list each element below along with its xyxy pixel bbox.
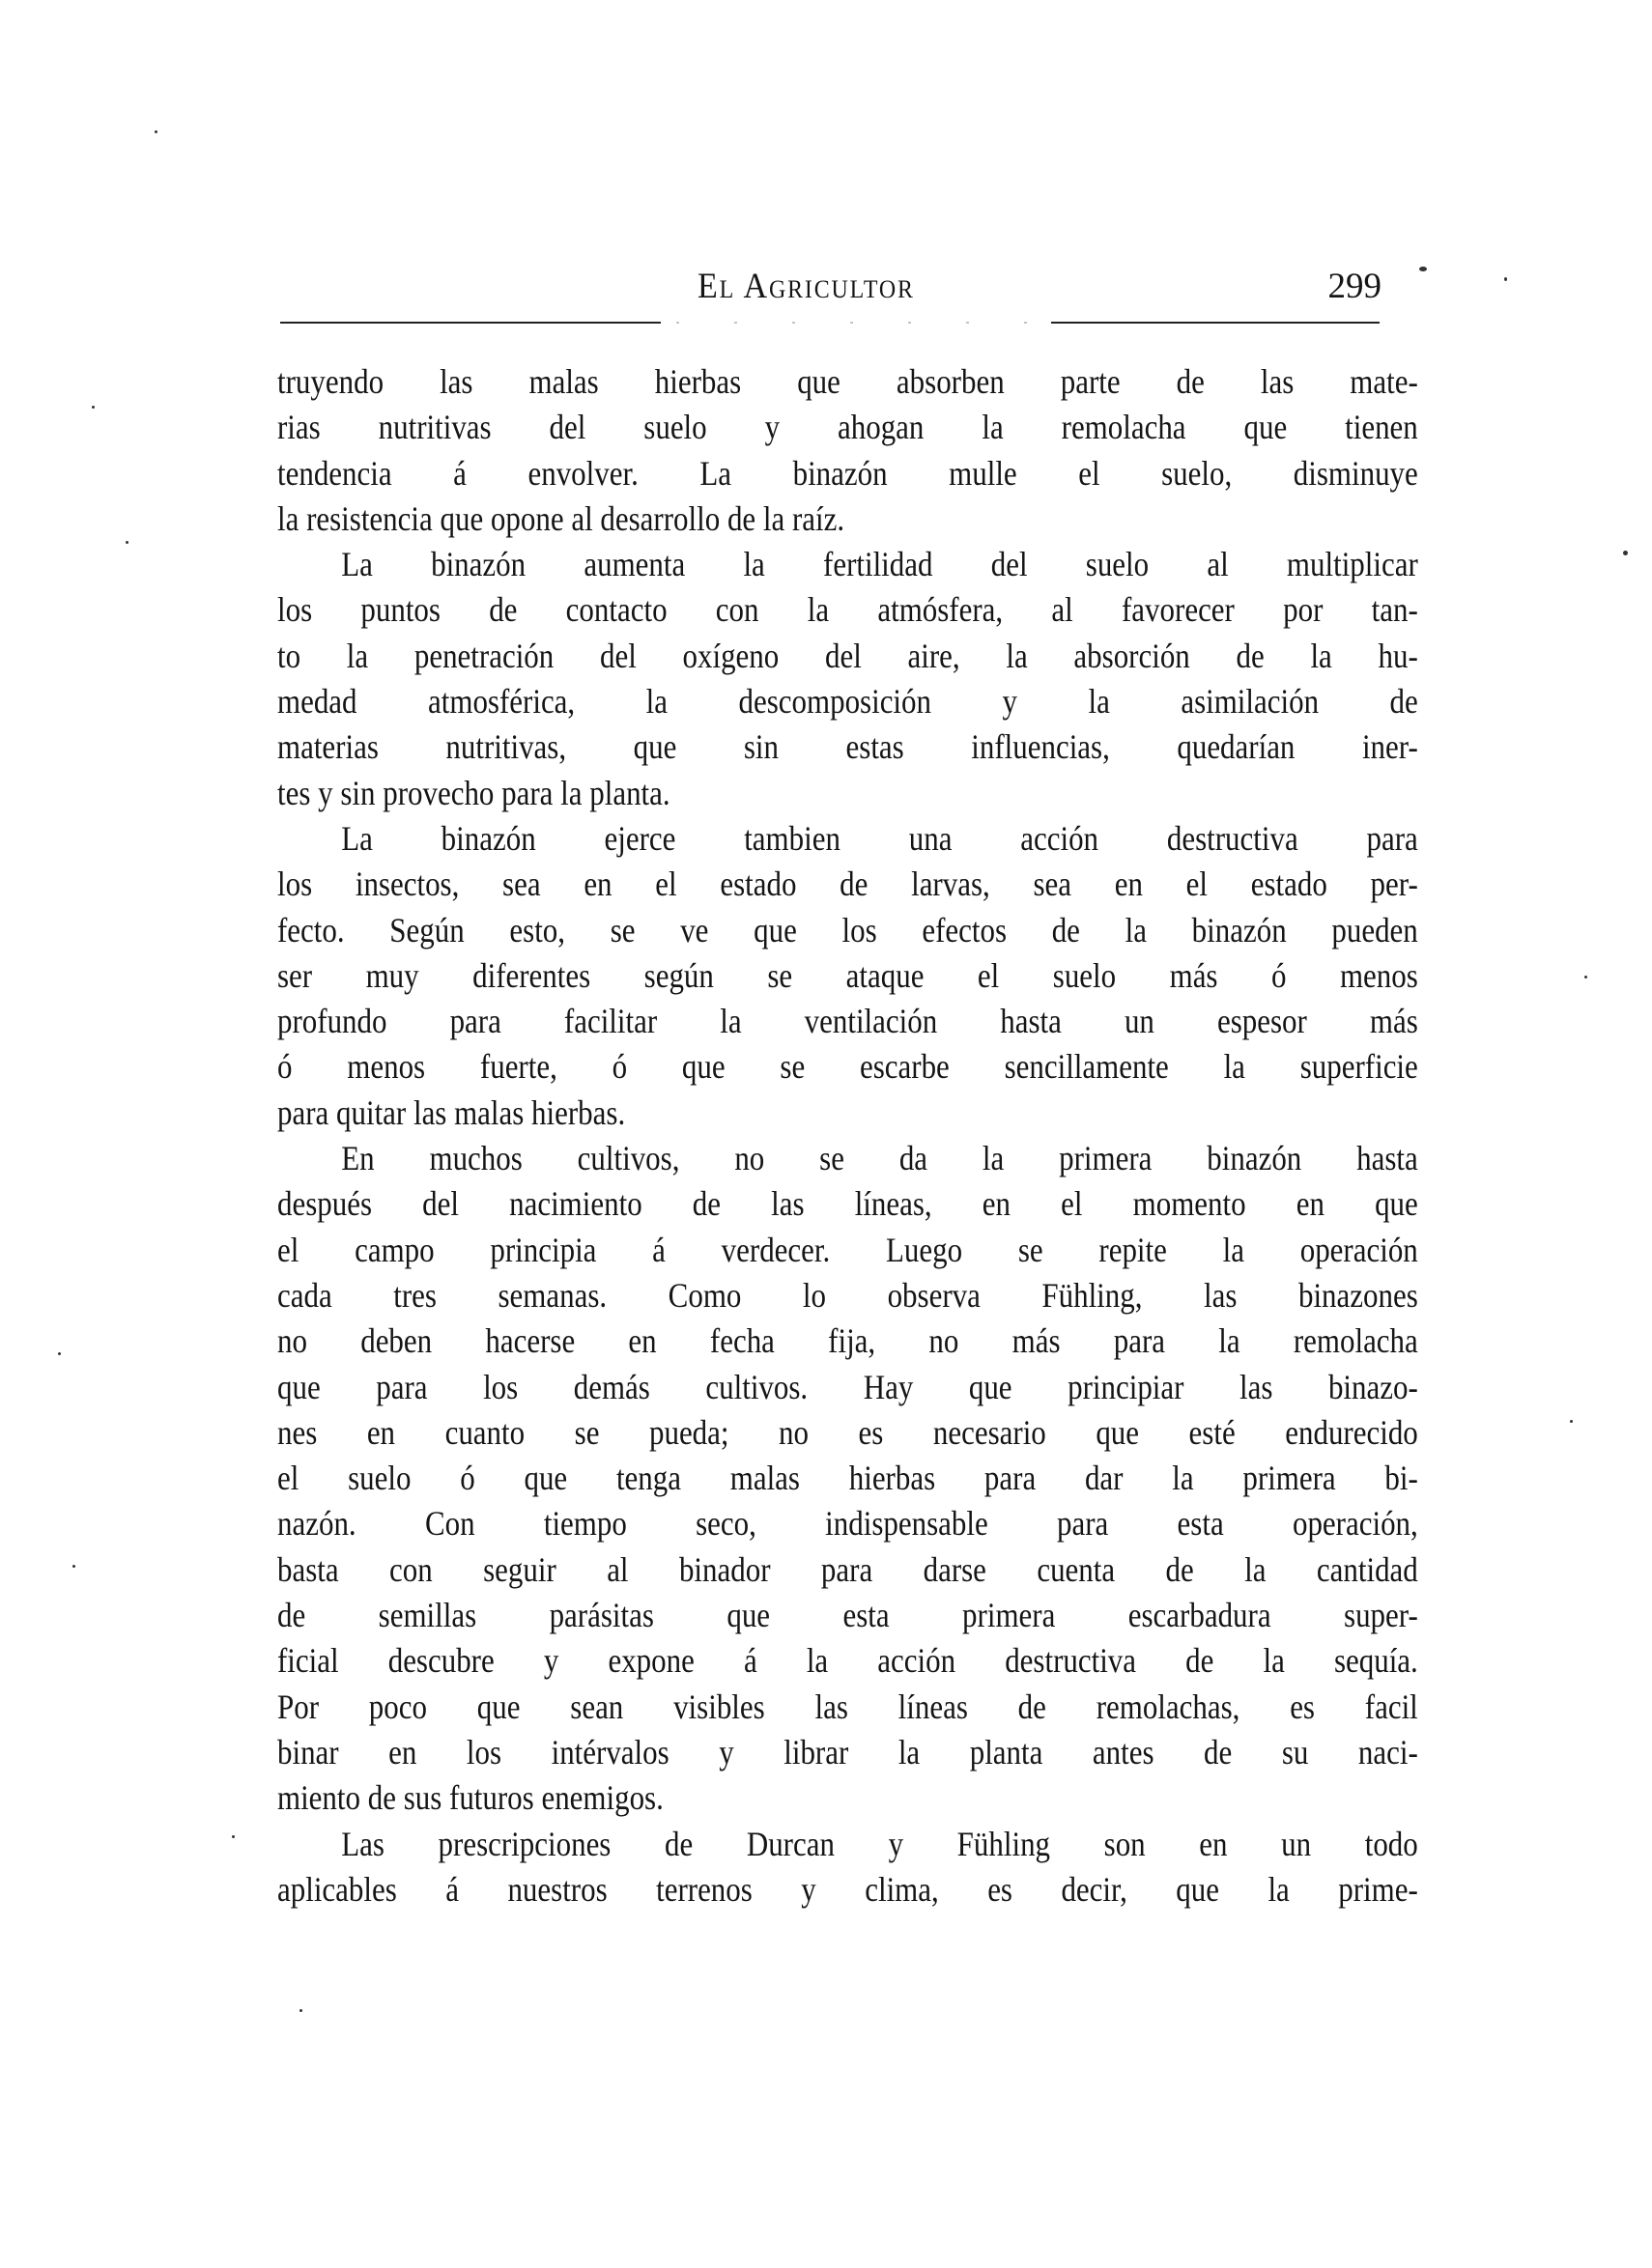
text-line: que para los demás cultivos. Hay que principiar las binazo- <box>277 1367 1418 1406</box>
scan-speck <box>92 406 95 409</box>
text-line: tendencia á envolver. La binazón mulle el suelo, disminuye <box>277 453 1418 493</box>
text-line: to la penetración del oxígeno del aire, la absorción de la hu- <box>277 636 1418 675</box>
text-line: tes y sin provecho para la planta. <box>277 773 670 812</box>
scan-speck <box>232 1835 235 1838</box>
text-line: los puntos de contacto con la atmósfera, al favorecer por tan- <box>277 590 1418 630</box>
header-rule-dots <box>676 322 1043 324</box>
scan-speck <box>126 541 128 544</box>
text-line: nes en cuanto se pueda; no es necesario que esté endurecido <box>277 1412 1418 1452</box>
body-text <box>277 359 1418 1913</box>
text-line: de semillas parásitas que esta primera escarbadura super- <box>277 1596 1418 1635</box>
scan-speck <box>1419 267 1427 271</box>
text-line: la resistencia que opone al desarrollo de la raíz. <box>277 498 845 538</box>
paragraph <box>277 1822 1418 1914</box>
text-line: después del nacimiento de las líneas, en el momento en que <box>277 1184 1418 1224</box>
scan-speck <box>1570 1420 1573 1423</box>
text-line: los insectos, sea en el estado de larvas, sea en el estado per- <box>277 865 1418 904</box>
paragraph <box>277 359 1418 542</box>
text-line: En muchos cultivos, no se da la primera binazón hasta <box>341 1139 1418 1178</box>
scan-speck <box>72 1565 75 1568</box>
paragraph <box>277 816 1418 1136</box>
text-line: basta con seguir al binador para darse cuenta de la cantidad <box>277 1549 1418 1589</box>
text-line: el suelo ó que tenga malas hierbas para dar la primera bi- <box>277 1459 1418 1498</box>
text-line: Por poco que sean visibles las líneas de remolachas, es facil <box>277 1687 1418 1726</box>
scan-speck <box>1504 277 1507 281</box>
text-line: rias nutritivas del suelo y ahogan la remolacha que tienen <box>277 408 1418 447</box>
text-line: materias nutritivas, que sin estas influencias, quedarían iner- <box>277 727 1418 767</box>
text-line: ficial descubre y expone á la acción destructiva de la sequía. <box>277 1641 1418 1681</box>
text-line: Las prescripciones de Durcan y Fühling son en un todo <box>341 1824 1418 1863</box>
text-line: cada tres semanas. Como lo observa Fühling, las binazones <box>277 1275 1418 1315</box>
text-line: medad atmosférica, la descomposición y la asimilación de <box>277 682 1418 722</box>
text-line: La binazón ejerce tambien una acción destructiva para <box>341 818 1418 858</box>
text-line: La binazón aumenta la fertilidad del suelo al multiplicar <box>341 545 1418 584</box>
text-line: no deben hacerse en fecha fija, no más para la remolacha <box>277 1321 1418 1361</box>
scan-speck <box>299 2009 302 2012</box>
text-line: miento de sus futuros enemigos. <box>277 1778 664 1818</box>
scan-speck <box>155 130 157 133</box>
text-line: el campo principia á verdecer. Luego se repite la operación <box>277 1230 1418 1269</box>
running-head <box>277 266 1418 324</box>
text-line: aplicables á nuestros terrenos y clima, es decir, que la prime- <box>277 1869 1418 1909</box>
page-number: 299 <box>1327 267 1381 306</box>
text-line: nazón. Con tiempo seco, indispensable para esta operación, <box>277 1504 1418 1544</box>
running-title: El Agricultor <box>698 267 915 306</box>
header-rule-left <box>280 322 661 324</box>
scan-speck <box>1584 976 1587 978</box>
text-line: truyendo las malas hierbas que absorben parte de las mate- <box>277 362 1418 401</box>
text-line: ó menos fuerte, ó que se escarbe sencillamente la superficie <box>277 1047 1418 1087</box>
scan-speck <box>1623 551 1628 555</box>
text-line: ser muy diferentes según se ataque el suelo más ó menos <box>277 955 1418 995</box>
text-line: para quitar las malas hierbas. <box>277 1092 626 1132</box>
paragraph <box>277 542 1418 816</box>
paragraph <box>277 1136 1418 1821</box>
text-line: fecto. Según esto, se ve que los efectos de la binazón pueden <box>277 910 1418 950</box>
text-line: profundo para facilitar la ventilación hasta un espesor más <box>277 1002 1418 1041</box>
header-rule-right <box>1051 322 1380 324</box>
text-line: binar en los intérvalos y librar la planta antes de su naci- <box>277 1732 1418 1772</box>
scan-speck <box>58 1352 61 1355</box>
